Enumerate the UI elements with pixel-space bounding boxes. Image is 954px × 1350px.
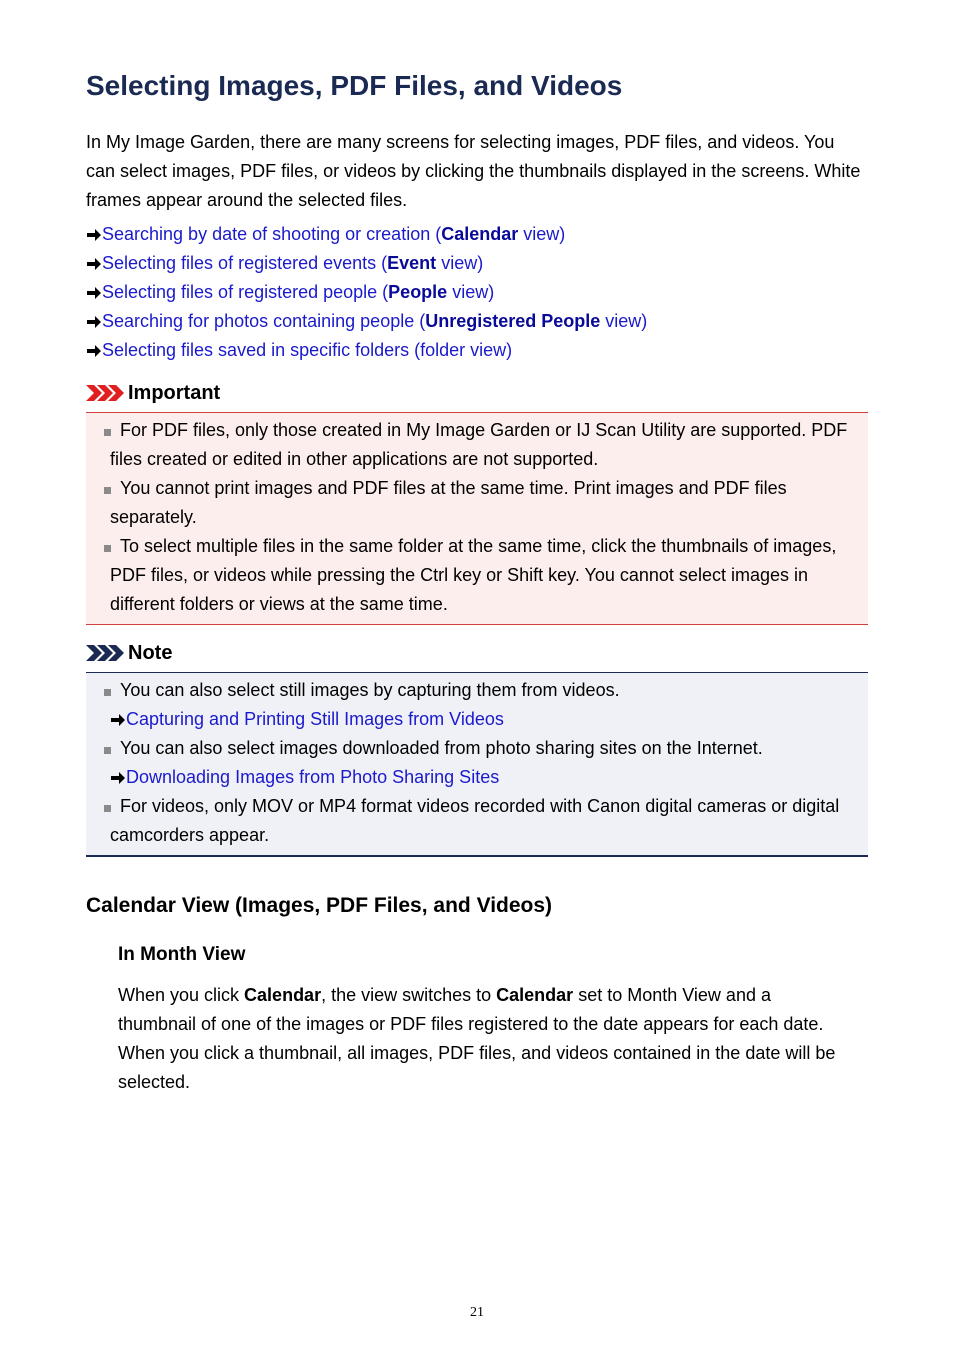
link-unregistered-people-view[interactable] <box>86 307 868 336</box>
list-item: You can also select images downloaded from photo sharing sites on the Internet. <box>110 734 860 763</box>
list-item: For videos, only MOV or MP4 format videos recorded with Canon digital cameras or digital camcorders appear. <box>110 792 860 850</box>
month-view-paragraph: When you click Calendar, the view switches to Calendar set to Month View and a thumbnail of one of the images or PDF files registered to the date appears for each date. When you click a thumbnail, all images, PDF files, and videos contained in the date will be selected. <box>118 985 836 1092</box>
link-text[interactable]: Selecting files saved in specific folders (folder view) <box>102 340 513 360</box>
triple-chevron-icon <box>86 385 124 401</box>
link-text[interactable]: Searching by date of shooting or creation (Calendar view) <box>102 224 566 244</box>
intro-paragraph: In My Image Garden, there are many screens for selecting images, PDF files, and videos. You can select images, PDF files, or videos by clicking the thumbnails displayed in the screens. White frames appear around the selected files. <box>86 132 861 210</box>
important-box <box>86 412 868 625</box>
list-item: To select multiple files in the same folder at the same time, click the thumbnails of images, PDF files, or videos while pressing the Ctrl key or Shift key. You cannot select images in different folders or views at the same time. <box>110 532 860 619</box>
section-heading: Calendar View (Images, PDF Files, and Videos) <box>86 894 553 917</box>
subsection-heading: In Month View <box>118 944 246 965</box>
link-capturing-still-images[interactable] <box>110 705 860 734</box>
bullet-square-icon <box>104 805 111 812</box>
list-item: For PDF files, only those created in My Image Garden or IJ Scan Utility are supported. PDF files created or edited in other applications are not supported. <box>110 416 860 474</box>
list-item: You can also select still images by capturing them from videos. <box>110 676 860 705</box>
link-text[interactable]: Selecting files of registered events (Event view) <box>102 253 484 273</box>
arrow-right-icon <box>86 229 102 241</box>
bullet-square-icon <box>104 689 111 696</box>
link-text[interactable]: Capturing and Printing Still Images from Videos <box>126 709 504 729</box>
note-heading: Note <box>86 641 868 665</box>
important-heading: Important <box>86 381 868 405</box>
link-list <box>86 220 868 365</box>
arrow-right-icon <box>110 772 126 784</box>
link-folder-view[interactable] <box>86 336 868 365</box>
arrow-right-icon <box>86 287 102 299</box>
link-event-view[interactable] <box>86 249 868 278</box>
bullet-square-icon <box>104 747 111 754</box>
triple-chevron-icon <box>86 645 124 661</box>
page-title: Selecting Images, PDF Files, and Videos <box>86 70 623 101</box>
page-number: 21 <box>470 1305 484 1320</box>
link-calendar-view[interactable] <box>86 220 868 249</box>
list-item: You cannot print images and PDF files at the same time. Print images and PDF files separately. <box>110 474 860 532</box>
arrow-right-icon <box>86 345 102 357</box>
note-box <box>86 672 868 857</box>
bullet-square-icon <box>104 487 111 494</box>
link-text[interactable]: Searching for photos containing people (Unregistered People view) <box>102 311 648 331</box>
arrow-right-icon <box>110 714 126 726</box>
arrow-right-icon <box>86 258 102 270</box>
link-text[interactable]: Selecting files of registered people (People view) <box>102 282 495 302</box>
bullet-square-icon <box>104 545 111 552</box>
link-people-view[interactable] <box>86 278 868 307</box>
link-downloading-images[interactable] <box>110 763 860 792</box>
link-text[interactable]: Downloading Images from Photo Sharing Sites <box>126 767 500 787</box>
bullet-square-icon <box>104 429 111 436</box>
arrow-right-icon <box>86 316 102 328</box>
